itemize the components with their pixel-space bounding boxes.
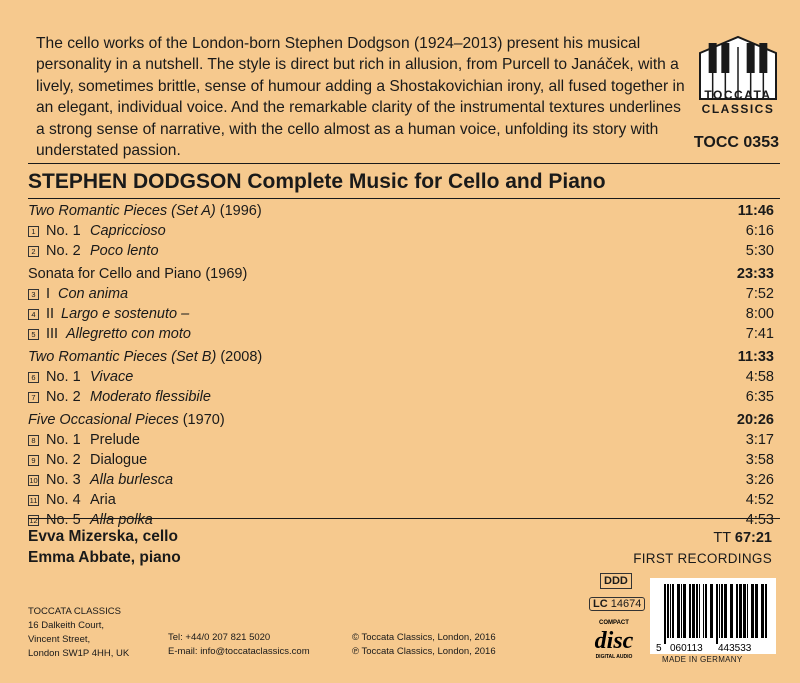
- track-list: [28, 203, 774, 532]
- track-title: Allegretto con moto: [66, 326, 191, 342]
- track-duration: 4:52: [745, 492, 774, 508]
- track-duration: 4:58: [745, 369, 774, 385]
- movement-number: II: [46, 306, 55, 322]
- track-number: 9: [28, 455, 39, 466]
- work-year: (1996): [215, 203, 262, 219]
- barcode-bar: [751, 584, 754, 638]
- track-row: [28, 492, 774, 512]
- address-line: TOCCATA CLASSICS: [28, 606, 121, 617]
- track-title: Alla polka: [90, 512, 153, 528]
- barcode-digit-2: 060113: [670, 643, 703, 654]
- work-year: (2008): [216, 349, 263, 365]
- logo-black-key: [747, 43, 755, 73]
- track-number: 10: [29, 476, 38, 485]
- barcode-bar: [699, 584, 700, 638]
- work-name: Five Occasional Pieces: [28, 412, 179, 428]
- track-row: [28, 432, 774, 452]
- track-duration: 8:00: [745, 306, 774, 322]
- rule-top: [28, 163, 780, 164]
- track-title: Moderato flessibile: [90, 389, 211, 405]
- barcode-bar: [677, 584, 680, 638]
- track-number: 5: [28, 329, 39, 340]
- track-duration: 3:26: [745, 472, 774, 488]
- barcode-bar: [672, 584, 674, 638]
- movement-number: No. 1: [46, 432, 81, 448]
- barcode-bar: [710, 584, 713, 638]
- svg-text:disc: disc: [594, 628, 634, 654]
- track-row: [28, 452, 774, 472]
- work-duration: 23:33: [736, 266, 774, 282]
- track-title: Largo e sostenuto –: [61, 306, 190, 322]
- track-title: Dialogue: [90, 452, 148, 468]
- barcode-bar: [755, 584, 758, 638]
- track-duration: 3:17: [745, 432, 774, 448]
- track-row: [28, 326, 774, 346]
- address-line: London SW1P 4HH, UK: [28, 648, 130, 659]
- barcode-bar: [692, 584, 695, 638]
- barcode-icon: [650, 578, 776, 654]
- work-heading: [28, 266, 774, 286]
- rule-title: [28, 198, 780, 199]
- work-duration: 20:26: [736, 412, 774, 428]
- work-duration: 11:46: [737, 203, 774, 219]
- barcode: [650, 578, 776, 654]
- label-line-2: CLASSICS: [701, 102, 775, 116]
- barcode-bar: [664, 584, 666, 644]
- track-title: Prelude: [90, 432, 140, 448]
- track-title: Poco lento: [90, 243, 159, 259]
- track-duration: 6:35: [745, 389, 774, 405]
- work-name: Sonata for Cello and Piano: [28, 266, 202, 282]
- track-title: Aria: [90, 492, 116, 508]
- track-number: 3: [28, 289, 39, 300]
- rule-bottom: [28, 518, 780, 519]
- lc-prefix: LC: [593, 598, 608, 610]
- telephone: Tel: +44/0 207 821 5020: [168, 632, 271, 643]
- track-row: [28, 472, 774, 492]
- track-duration: 4:53: [745, 512, 774, 528]
- barcode-bar: [681, 584, 682, 638]
- made-in: MADE IN GERMANY: [662, 655, 743, 664]
- address-line: Vincent Street,: [28, 634, 91, 645]
- total-prefix: TT: [713, 530, 735, 546]
- barcode-bar: [730, 584, 733, 638]
- barcode-bar: [747, 584, 748, 638]
- track-row: [28, 286, 774, 306]
- logo-black-key: [759, 43, 767, 73]
- logo-black-key: [721, 43, 729, 73]
- movement-number: No. 1: [46, 223, 81, 239]
- catalogue-number: TOCC 0353: [693, 134, 779, 151]
- track-number: 2: [28, 246, 39, 257]
- label-name: [690, 88, 786, 116]
- track-title: Vivace: [90, 369, 134, 385]
- email: E-mail: info@toccataclassics.com: [168, 646, 310, 657]
- logo-black-key: [709, 43, 717, 73]
- track-duration: 3:58: [745, 452, 774, 468]
- track-row: [28, 243, 774, 263]
- work-heading: [28, 203, 774, 223]
- movement-number: No. 2: [46, 452, 81, 468]
- barcode-bar: [736, 584, 738, 638]
- movement-number: III: [46, 326, 59, 342]
- barcode-bar: [683, 584, 686, 638]
- total-value: 67:21: [734, 530, 772, 546]
- work-title: [28, 412, 225, 428]
- label-code: [589, 597, 645, 611]
- track-number: 12: [29, 516, 38, 525]
- track-number: 1: [28, 226, 39, 237]
- work-title: [28, 203, 262, 219]
- work-name: Two Romantic Pieces (Set A): [28, 203, 216, 219]
- address-line: 16 Dalkeith Court,: [28, 620, 105, 631]
- barcode-bar: [670, 584, 671, 638]
- movement-number: No. 2: [46, 389, 81, 405]
- copyright-line: © Toccata Classics, London, 2016: [352, 632, 496, 643]
- track-duration: 7:41: [745, 326, 774, 342]
- album-title: STEPHEN DODGSON Complete Music for Cello and Piano: [28, 170, 606, 193]
- track-number: 7: [28, 392, 39, 403]
- track-number: 11: [29, 496, 38, 505]
- ddd-badge: DDD: [600, 573, 632, 589]
- work-heading: [28, 349, 774, 369]
- barcode-bar: [721, 584, 723, 638]
- barcode-bar: [667, 584, 669, 638]
- work-year: (1970): [178, 412, 225, 428]
- performers: [28, 526, 181, 568]
- work-heading: [28, 412, 774, 432]
- barcode-bar: [716, 584, 718, 644]
- barcode-digit-3: 443533: [718, 643, 752, 654]
- barcode-bar: [696, 584, 698, 638]
- barcode-bar: [743, 584, 746, 638]
- work-duration: 11:33: [737, 349, 774, 365]
- track-row: [28, 306, 774, 326]
- track-duration: 5:30: [745, 243, 774, 259]
- barcode-bar: [765, 584, 767, 638]
- performer-cello: Evva Mizerska, cello: [28, 528, 178, 545]
- track-row: [28, 223, 774, 243]
- track-number: 8: [28, 435, 39, 446]
- intro-paragraph: The cello works of the London-born Stephen Dodgson (1924–2013) present his musical personality in a nutshell. The style is direct but rich in allusion, from Purcell to Janáček, with a lively, sometimes brittle, sense of humour adding a Shostakovichian irony, all fused together in an elegant, individual voice. And the remarkable clarity of the instrumental textures underlines a strong sense of narrative, with the cello almost as a human voice, unfolding its story with understated passion.: [36, 35, 685, 160]
- copyright: [352, 631, 496, 659]
- movement-number: No. 2: [46, 243, 81, 259]
- total-time: [713, 530, 772, 546]
- barcode-digit-1: 5: [656, 643, 662, 654]
- cd-digital-text: DIGITAL AUDIO: [595, 654, 633, 660]
- barcode-bar: [724, 584, 727, 638]
- performer-piano: Emma Abbate, piano: [28, 549, 181, 566]
- track-row: [28, 389, 774, 409]
- track-number: 4: [28, 309, 39, 320]
- barcode-bar: [703, 584, 704, 638]
- track-duration: 6:16: [745, 223, 774, 239]
- barcode-bar: [719, 584, 720, 638]
- movement-number: No. 3: [46, 472, 81, 488]
- track-title: Con anima: [58, 286, 129, 302]
- movement-number: I: [46, 286, 51, 302]
- label-line-1: TOCCATA: [704, 88, 772, 102]
- contact-info: [168, 631, 310, 659]
- track-duration: 7:52: [745, 286, 774, 302]
- lc-code: 14674: [610, 598, 642, 610]
- track-row: [28, 369, 774, 389]
- track-title: Capriccioso: [90, 223, 166, 239]
- barcode-bar: [739, 584, 742, 638]
- barcode-bar: [761, 584, 764, 638]
- phonographic-copyright-line: ℗ Toccata Classics, London, 2016: [352, 646, 496, 657]
- barcode-bar: [689, 584, 691, 638]
- work-title: [28, 266, 247, 282]
- compact-disc-logo-icon: [594, 617, 634, 661]
- publisher-address: [28, 605, 129, 661]
- first-recordings: FIRST RECORDINGS: [633, 551, 772, 566]
- work-year: (1969): [201, 266, 248, 282]
- barcode-bar: [705, 584, 707, 638]
- track-title: Alla burlesca: [90, 472, 174, 488]
- work-name: Two Romantic Pieces (Set B): [28, 349, 217, 365]
- movement-number: No. 1: [46, 369, 81, 385]
- work-title: [28, 349, 262, 365]
- movement-number: No. 4: [46, 492, 81, 508]
- movement-number: No. 5: [46, 512, 81, 528]
- track-number: 6: [28, 372, 39, 383]
- cd-compact-text: COMPACT: [599, 620, 629, 626]
